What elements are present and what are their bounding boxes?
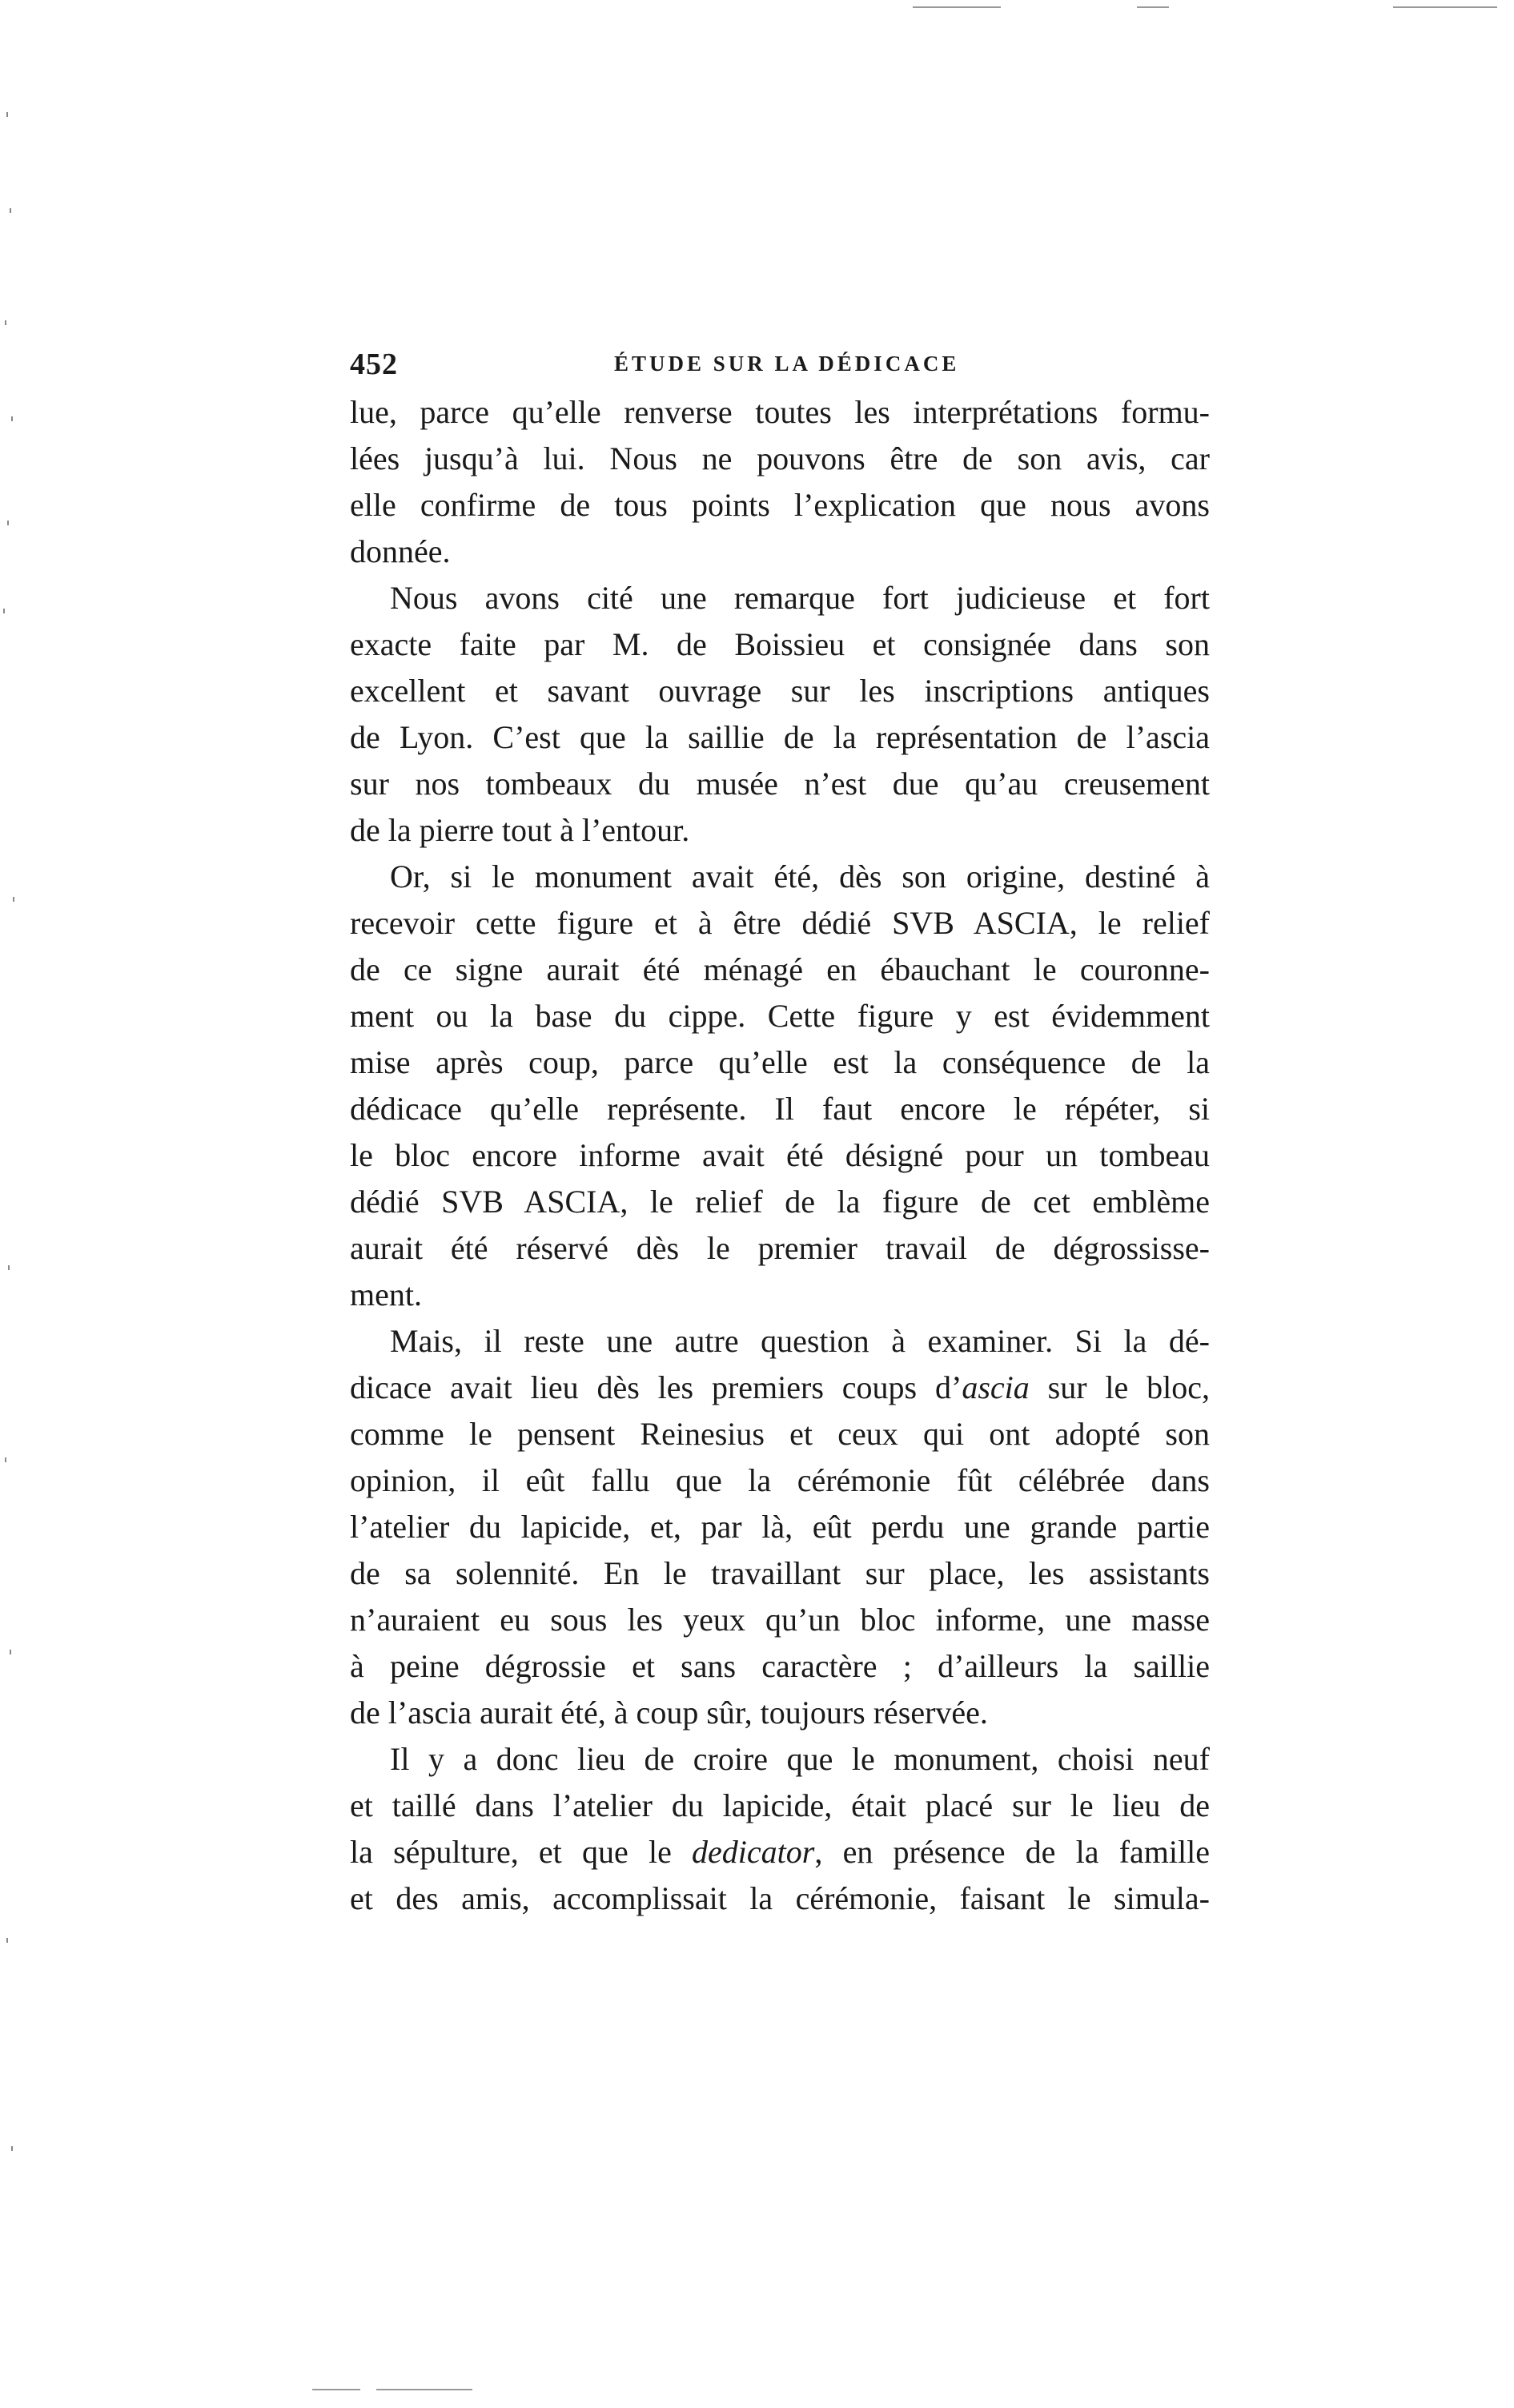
text-line: de sa solennité. En le travaillant sur place, les assistants <box>350 1555 1210 1591</box>
paragraph <box>350 389 1210 575</box>
text-line: la sépulture, et que le dedicator, en présence de la famille <box>350 1834 1210 1870</box>
scan-edge-mark <box>1137 6 1169 8</box>
text-line: lées jusqu’à lui. Nous ne pouvons être de son avis, car <box>350 440 1210 476</box>
text-line: n’auraient eu sous les yeux qu’un bloc informe, une masse <box>350 1602 1210 1638</box>
text-line: lue, parce qu’elle renverse toutes les interprétations formu- <box>350 394 1210 430</box>
text-line: Mais, il reste une autre question à examiner. Si la dé- <box>390 1323 1210 1359</box>
scan-edge-mark <box>913 6 1001 8</box>
paragraph <box>350 575 1210 854</box>
paragraph <box>350 854 1210 1318</box>
text-line: donnée. <box>350 533 451 569</box>
text-line: à peine dégrossie et sans caractère ; d’ailleurs la saillie <box>350 1648 1210 1684</box>
text-line: de l’ascia aurait été, à coup sûr, toujours réservée. <box>350 1694 988 1731</box>
text-line: aurait été réservé dès le premier travail de dégrossisse- <box>350 1230 1210 1266</box>
text-line: comme le pensent Reinesius et ceux qui ont adopté son <box>350 1416 1210 1452</box>
text-line: dédié SVB ASCIA, le relief de la figure de cet emblème <box>350 1184 1210 1220</box>
paragraph <box>350 1736 1210 1922</box>
text-line: mise après coup, parce qu’elle est la conséquence de la <box>350 1044 1210 1080</box>
text-line: opinion, il eût fallu que la cérémonie fût célébrée dans <box>350 1462 1210 1498</box>
text-line: dédicace qu’elle représente. Il faut encore le répéter, si <box>350 1091 1210 1127</box>
text-line: Or, si le monument avait été, dès son origine, destiné à <box>390 858 1210 894</box>
body-text <box>350 389 1210 1922</box>
text-line: et des amis, accomplissait la cérémonie, faisant le simula- <box>350 1880 1210 1916</box>
text-line: de la pierre tout à l’entour. <box>350 812 690 848</box>
text-line: l’atelier du lapicide, et, par là, eût perdu une grande partie <box>350 1509 1210 1545</box>
text-line: recevoir cette figure et à être dédié SVB ASCIA, le relief <box>350 905 1210 941</box>
text-line: dicace avait lieu dès les premiers coups d’ascia sur le bloc, <box>350 1369 1210 1405</box>
scan-edge-mark <box>312 2389 360 2390</box>
text-line: ment. <box>350 1276 422 1313</box>
text-line: sur nos tombeaux du musée n’est due qu’au creusement <box>350 766 1210 802</box>
scan-left-edge-specks <box>0 0 32 2408</box>
text-line: elle confirme de tous points l’explication que nous avons <box>350 487 1210 523</box>
text-line: ment ou la base du cippe. Cette figure y est évidemment <box>350 998 1210 1034</box>
scan-edge-mark <box>376 2389 472 2390</box>
running-head <box>350 340 1210 388</box>
text-line: le bloc encore informe avait été désigné pour un tombeau <box>350 1137 1210 1173</box>
text-line: de Lyon. C’est que la saillie de la représentation de l’ascia <box>350 719 1210 755</box>
text-line: Il y a donc lieu de croire que le monument, choisi neuf <box>390 1741 1210 1777</box>
text-line: excellent et savant ouvrage sur les inscriptions antiques <box>350 673 1210 709</box>
text-line: et taillé dans l’atelier du lapicide, était placé sur le lieu de <box>350 1787 1210 1823</box>
scan-edge-mark <box>1393 6 1497 8</box>
paragraph <box>350 1318 1210 1736</box>
text-line: exacte faite par M. de Boissieu et consignée dans son <box>350 626 1210 662</box>
running-title: ÉTUDE SUR LA DÉDICACE <box>614 352 960 376</box>
text-line: de ce signe aurait été ménagé en ébauchant le couronne- <box>350 951 1210 987</box>
page-number: 452 <box>350 348 398 381</box>
text-line: Nous avons cité une remarque fort judicieuse et fort <box>390 580 1210 616</box>
